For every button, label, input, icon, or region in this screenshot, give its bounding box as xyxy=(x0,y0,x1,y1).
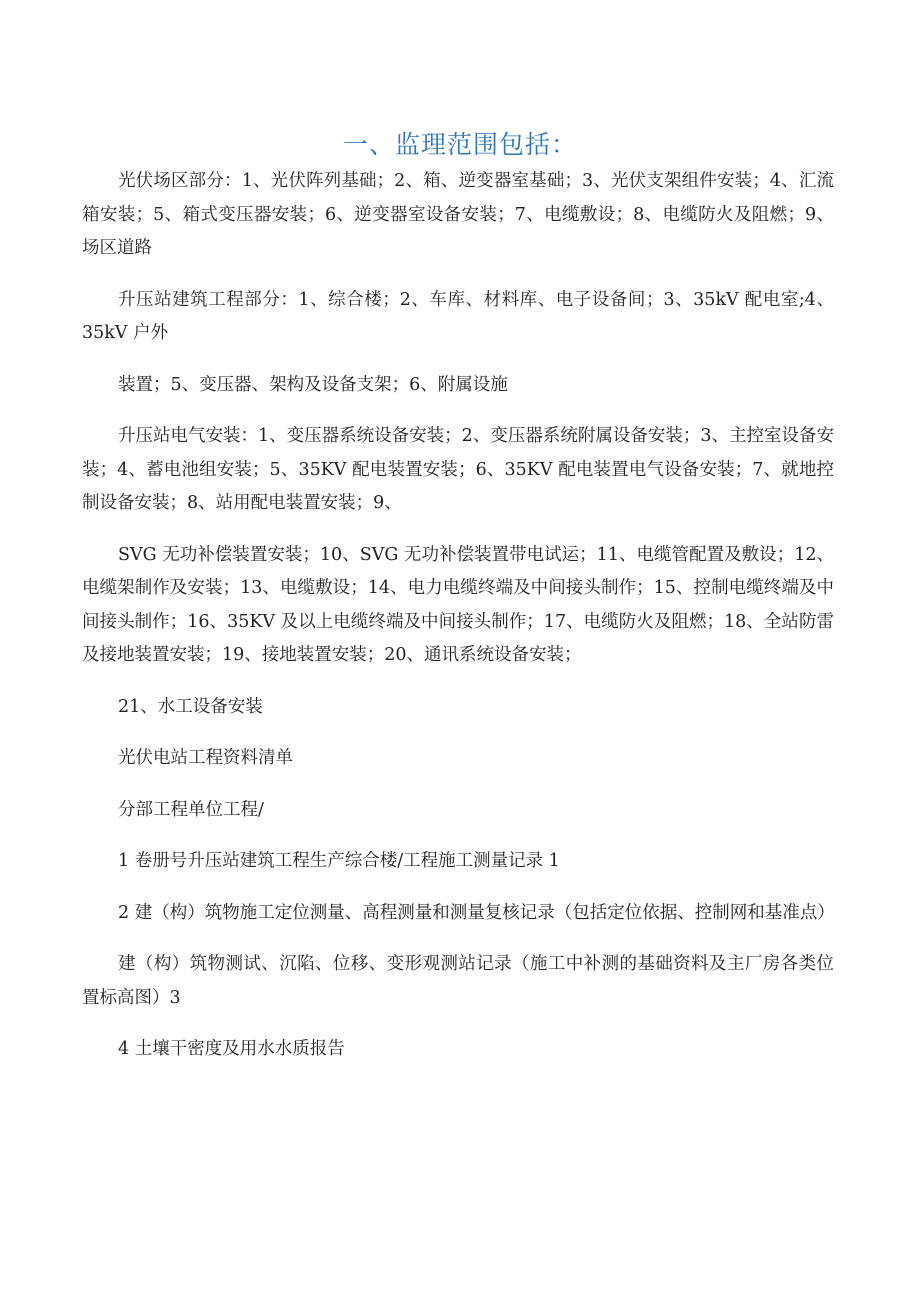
paragraph-item-2: 2 建（构）筑物施工定位测量、高程测量和测量复核记录（包括定位依据、控制网和基准点） xyxy=(118,902,835,923)
paragraph-hydraulic: 21、水工设备安装 xyxy=(118,696,263,717)
section-heading: 一、监理范围包括： xyxy=(342,129,577,159)
paragraph-unit-project: 分部工程单位工程/ xyxy=(118,799,264,820)
paragraph-list-title: 光伏电站工程资料清单 xyxy=(118,748,293,768)
paragraph-pv-field: 光伏场区部分：1、光伏阵列基础；2、箱、逆变器室基础；3、光伏支架组件安装；4、汇流箱安装；5、箱式变压器安装；6、逆变器室设备安装；7、电缆敷设；8、电缆防火及阻燃；9、场区道路 xyxy=(82,171,834,258)
paragraph-svg-items: SVG 无功补偿装置安装；10、SVG 无功补偿装置带电试运；11、电缆管配置及敷设；12、电缆架制作及安装；13、电缆敷设；14、电力电缆终端及中间接头制作；15、控制电缆终端及中间接头制作；16、35KV 及以上电缆终端及中间接头制作；17、电缆防火及阻燃；18、全站防雷及接地装置安装；19、接地装置安装；20、通讯系统设备安装； xyxy=(82,544,834,665)
document-body xyxy=(82,165,834,1085)
paragraph-substation-electrical: 升压站电气安装：1、变压器系统设备安装；2、变压器系统附属设备安装；3、主控室设备安装；4、蓄电池组安装；5、35KV 配电装置安装；6、35KV 配电装置电气设备安装；7、就地控制设备安装；8、站用配电装置安装；9、 xyxy=(82,426,834,513)
paragraph-item-3: 建（构）筑物测试、沉陷、位移、变形观测站记录（施工中补测的基础资料及主厂房各类位置标高图）3 xyxy=(82,954,834,1008)
paragraph-item-4: 4 土壤干密度及用水水质报告 xyxy=(118,1039,345,1059)
paragraph-substation-building-cont: 装置；5、变压器、架构及设备支架；6、附属设施 xyxy=(118,374,508,395)
paragraph-item-1: 1 卷册号升压站建筑工程生产综合楼/工程施工测量记录 1 xyxy=(118,851,560,871)
paragraph-substation-building: 升压站建筑工程部分：1、综合楼；2、车库、材料库、电子设备间；3、35kV 配电室;4、35kV 户外 xyxy=(82,289,834,343)
